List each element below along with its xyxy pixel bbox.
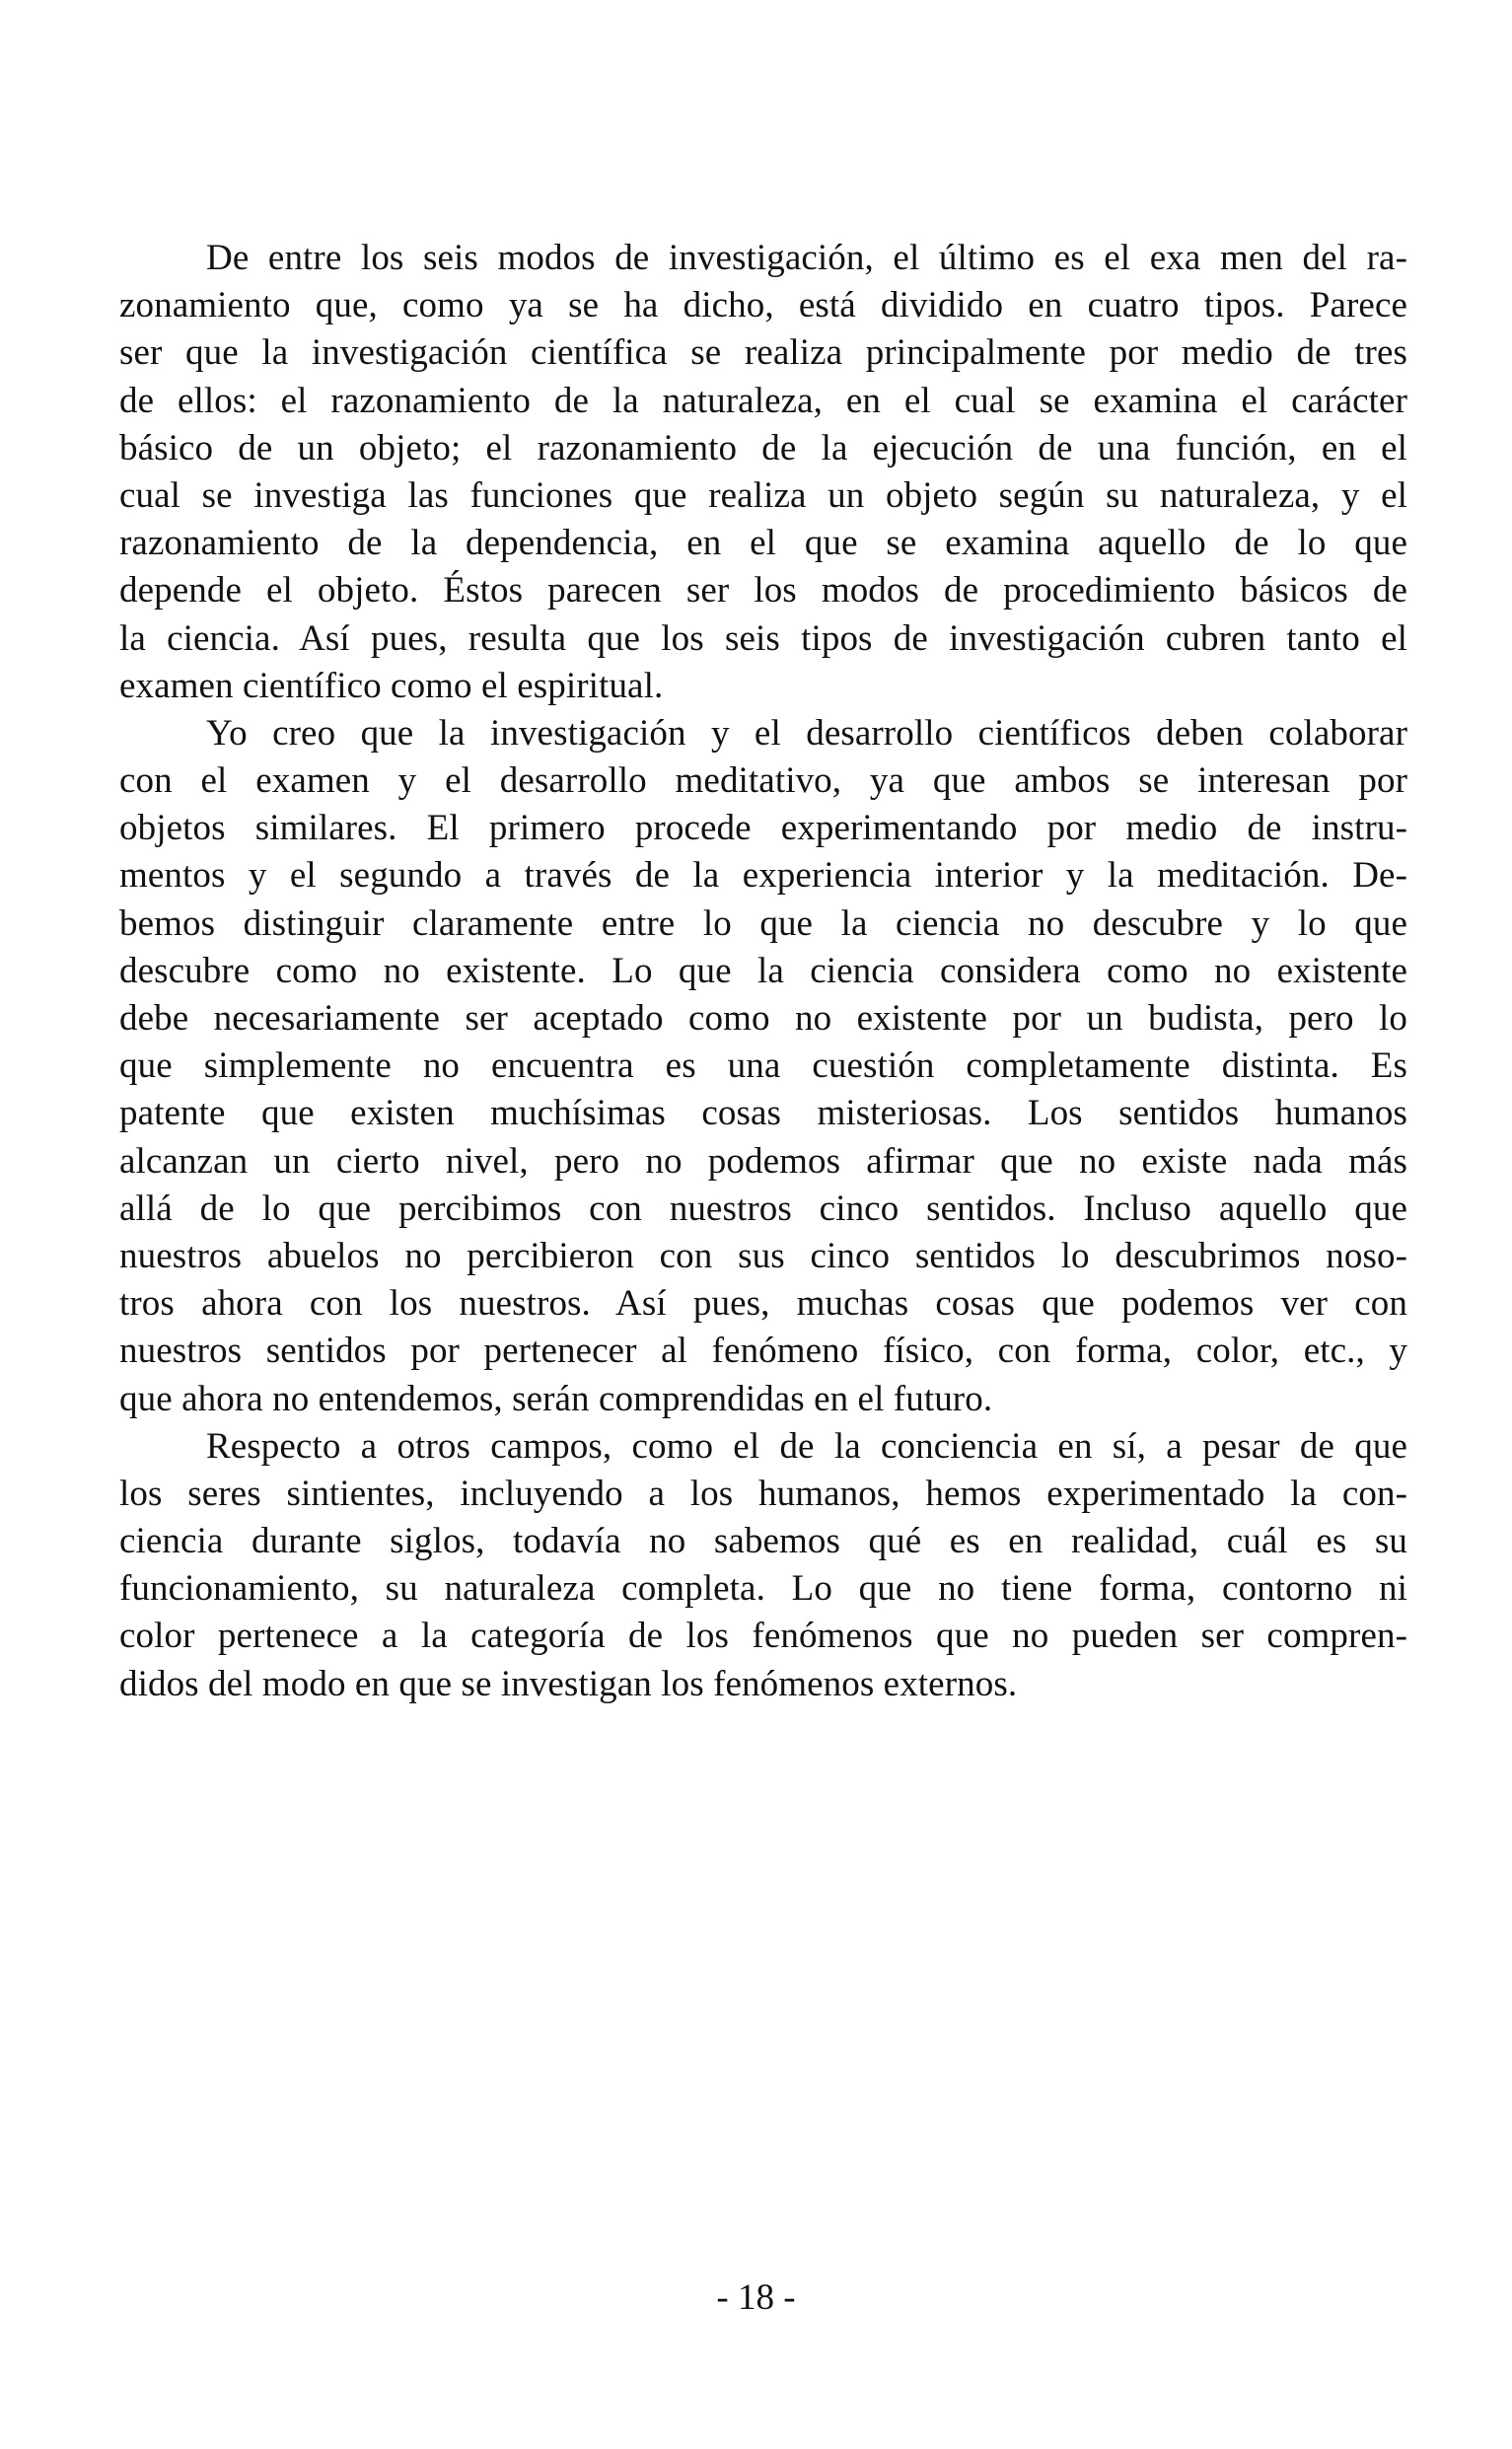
text-line: ciencia durante siglos, todavía no sabemos qué es en realidad, cuál es su xyxy=(119,1521,1407,1562)
text-line: ser que la investigación científica se realiza principalmente por medio de tres xyxy=(119,332,1407,374)
text-line: De entre los seis modos de investigación, el último es el exa men del ra- xyxy=(206,238,1407,278)
text-line: depende el objeto. Éstos parecen ser los modos de procedimiento básicos de xyxy=(119,570,1407,612)
text-line: nuestros sentidos por pertenecer al fenómeno físico, con forma, color, etc., y xyxy=(119,1331,1407,1372)
text-line: patente que existen muchísimas cosas misteriosas. Los sentidos humanos xyxy=(119,1093,1407,1134)
text-line: nuestros abuelos no percibieron con sus cinco sentidos lo descubrimos noso- xyxy=(119,1235,1407,1276)
text-line: que simplemente no encuentra es una cuestión completamente distinta. Es xyxy=(119,1045,1407,1087)
page-number: - 18 - xyxy=(716,2277,796,2318)
text-line: color pertenece a la categoría de los fenómenos que no pueden ser compren- xyxy=(119,1616,1407,1657)
text-line: descubre como no existente. Lo que la ciencia considera como no existente xyxy=(119,950,1407,991)
text-line: básico de un objeto; el razonamiento de la ejecución de una función, en el xyxy=(119,427,1407,468)
text-line: razonamiento de la dependencia, en el que se examina aquello de lo que xyxy=(119,523,1407,564)
text-line: cual se investiga las funciones que realiza un objeto según su naturaleza, y el xyxy=(119,474,1407,516)
text-line: examen científico como el espiritual. xyxy=(119,665,664,706)
text-line: alcanzan un cierto nivel, pero no podemos afirmar que no existe nada más xyxy=(119,1140,1407,1182)
text-line: que ahora no entendemos, serán comprendidas en el futuro. xyxy=(119,1378,993,1419)
text-line: didos del modo en que se investigan los fenómenos externos. xyxy=(119,1663,1018,1704)
text-line: funcionamiento, su naturaleza completa. Lo que no tiene forma, contorno ni xyxy=(119,1568,1407,1610)
text-line: de ellos: el razonamiento de la naturaleza, en el cual se examina el carácter xyxy=(119,380,1407,421)
text-line: tros ahora con los nuestros. Así pues, muchas cosas que podemos ver con xyxy=(119,1283,1407,1325)
text-line: bemos distinguir claramente entre lo que la ciencia no descubre y lo que xyxy=(119,902,1407,944)
text-line: los seres sintientes, incluyendo a los humanos, hemos experimentado la con- xyxy=(119,1473,1407,1514)
text-line: mentos y el segundo a través de la experiencia interior y la meditación. De- xyxy=(119,855,1407,897)
text-line: zonamiento que, como ya se ha dicho, está dividido en cuatro tipos. Parece xyxy=(119,285,1407,326)
text-line: con el examen y el desarrollo meditativo, ya que ambos se interesan por xyxy=(119,760,1407,802)
text-line: Yo creo que la investigación y el desarrollo científicos deben colaborar xyxy=(206,712,1407,754)
text-line: la ciencia. Así pues, resulta que los seis tipos de investigación cubren tanto el xyxy=(119,617,1407,659)
text-line: allá de lo que percibimos con nuestros cinco sentidos. Incluso aquello que xyxy=(119,1188,1407,1229)
paragraph-2 xyxy=(119,710,1407,1423)
body-text xyxy=(119,235,1407,1708)
paragraph-3 xyxy=(119,1423,1407,1708)
paragraph-1 xyxy=(119,235,1407,710)
text-line: debe necesariamente ser aceptado como no existente por un budista, pero lo xyxy=(119,998,1407,1039)
text-line: Respecto a otros campos, como el de la conciencia en sí, a pesar de que xyxy=(206,1425,1407,1467)
text-line: objetos similares. El primero procede experimentando por medio de instru- xyxy=(119,808,1407,849)
